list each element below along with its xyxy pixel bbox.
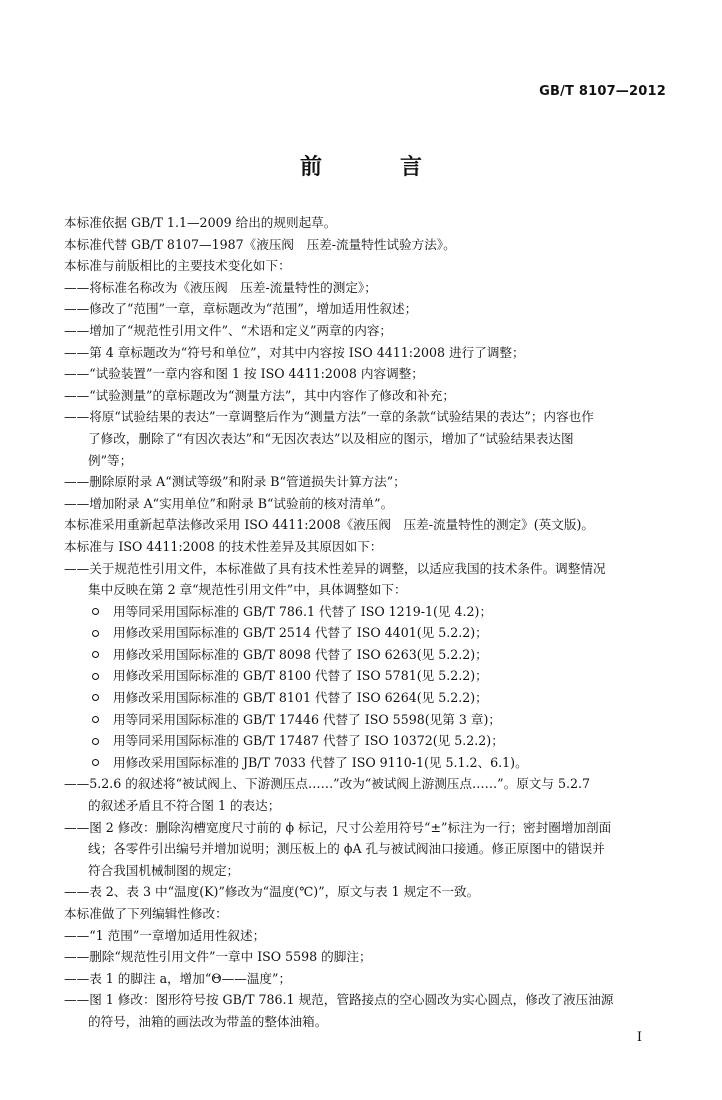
list-item-reference <box>64 709 664 731</box>
list-item-reference <box>64 644 664 666</box>
list-item-change: ——增加附录 A“实用单位”和附录 B“试验前的核对清单”。 <box>64 495 394 511</box>
list-item-change: ——将原“试验结果的表达”一章调整后作为“测量方法”一章的条款“试验结果的表达”；内容也作 <box>64 409 594 425</box>
standard-number: GB/T 8107—2012 <box>539 84 666 99</box>
list-item-editorial: ——表 1 的脚注 a，增加“Θ——温度”； <box>64 970 292 986</box>
list-item-difference: ——5.2.6 的叙述将“被试阀上、下游测压点……”改为“被试阀上游测压点……”。原文与 5.2.7 <box>64 776 591 792</box>
list-item-editorial: ——删除“规范性引用文件”一章中 ISO 5598 的脚注； <box>64 949 372 965</box>
reference-text: 用修改采用国际标准的 GB/T 8101 代替了 ISO 6264(见 5.2.2)； <box>113 690 488 706</box>
list-item-difference: ——表 2、表 3 中“温度(K)”修改为“温度(℃)”，原文与表 1 规定不一致。 <box>64 884 480 900</box>
reference-text: 用等同采用国际标准的 GB/T 17446 代替了 ISO 5598(见第 3 章)； <box>113 711 501 727</box>
bullet-circle-icon <box>92 716 99 723</box>
bullet-circle-icon <box>92 694 99 701</box>
list-item-editorial: ——“1 范围”一章增加适用性叙述； <box>64 927 266 943</box>
reference-text: 用修改采用国际标准的 GB/T 8100 代替了 ISO 5781(见 5.2.2)； <box>113 668 488 684</box>
list-item-change: ——“试验测量”的章标题改为“测量方法”，其中内容作了修改和补充； <box>64 387 455 403</box>
list-item-change: ——“试验装置”一章内容和图 1 按 ISO 4411:2008 内容调整； <box>64 366 424 382</box>
bullet-circle-icon <box>92 630 99 637</box>
page-title: 前 言 <box>299 154 450 180</box>
paragraph-drafting-rules: 本标准依据 GB/T 1.1—2009 给出的规则起草。 <box>64 215 337 230</box>
list-item-change: ——第 4 章标题改为“符号和单位”，对其中内容按 ISO 4411:2008 进行了调整； <box>64 344 525 360</box>
list-item-change: ——删除原附录 A“测试等级”和附录 B“管道损失计算方法”； <box>64 474 406 490</box>
bullet-circle-icon <box>92 608 99 615</box>
list-item-continuation: 的符号，油箱的画法改为带盖的整体油箱。 <box>88 1013 328 1029</box>
bullet-circle-icon <box>92 759 99 766</box>
list-item-continuation: 集中反映在第 2 章“规范性引用文件”中，具体调整如下： <box>88 582 407 598</box>
bullet-circle-icon <box>92 738 99 745</box>
list-item-reference <box>64 601 664 623</box>
list-item-change: ——将标准名称改为《液压阀 压差-流量特性的测定》； <box>64 279 377 295</box>
paragraph-changes-intro: 本标准与前版相比的主要技术变化如下： <box>64 258 291 274</box>
list-item-editorial: ——图 1 修改：图形符号按 GB/T 786.1 规范，管路接点的空心圆改为实心圆点，修改了液压油源 <box>64 992 614 1008</box>
reference-text: 用修改采用国际标准的 GB/T 2514 代替了 ISO 4401(见 5.2.2)； <box>113 625 488 641</box>
list-item-reference <box>64 687 664 709</box>
list-item-continuation: 的叙述矛盾且不符合图 1 的表达； <box>88 798 281 814</box>
list-item-change: ——增加了“规范性引用文件”、“术语和定义”两章的内容； <box>64 322 393 338</box>
bullet-circle-icon <box>92 673 99 680</box>
list-item-reference <box>64 752 664 774</box>
list-item-continuation: 了修改，删除了“有因次表达”和“无因次表达”以及相应的图示，增加了“试验结果表达图 <box>88 430 574 446</box>
reference-text: 用等同采用国际标准的 GB/T 786.1 代替了 ISO 1219-1(见 4.2)； <box>113 603 493 619</box>
reference-text: 用等同采用国际标准的 GB/T 17487 代替了 ISO 10372(见 5.2.2)； <box>113 733 504 749</box>
list-item-continuation: 例”等； <box>88 452 133 468</box>
list-item-reference <box>64 622 664 644</box>
paragraph-differences-intro: 本标准与 ISO 4411:2008 的技术性差异及其原因如下： <box>64 538 383 554</box>
list-item-change: ——修改了“范围”一章，章标题改为“范围”，增加适用性叙述； <box>64 301 418 317</box>
reference-text: 用修改采用国际标准的 JB/T 7033 代替了 ISO 9110-1(见 5.1.2、6.1)。 <box>113 754 528 770</box>
paragraph-editorial-intro: 本标准做了下列编辑性修改： <box>64 906 228 921</box>
paragraph-replaces: 本标准代替 GB/T 8107—1987《液压阀 压差-流量特性试验方法》。 <box>64 236 456 252</box>
list-item-continuation: 线；各零件引出编号并增加说明；测压板上的 ϕA 孔与被试阀油口接通。修正原图中的错误并 <box>88 841 605 857</box>
paragraph-adoption: 本标准采用重新起草法修改采用 ISO 4411:2008《液压阀 压差-流量特性的测定》(英文版)。 <box>64 517 594 533</box>
bullet-circle-icon <box>92 651 99 658</box>
list-item-continuation: 符合我国机械制图的规定； <box>88 862 240 878</box>
list-item-difference: ——图 2 修改：删除沟槽宽度尺寸前的 ϕ 标记，尺寸公差用符号“±”标注为一行；密封圈增加剖面 <box>64 819 612 835</box>
page-number: I <box>636 1030 642 1045</box>
reference-text: 用修改采用国际标准的 GB/T 8098 代替了 ISO 6263(见 5.2.2)； <box>113 646 488 662</box>
foreword-body <box>64 212 664 1033</box>
list-item-reference <box>64 665 664 687</box>
list-item-difference: ——关于规范性引用文件，本标准做了具有技术性差异的调整，以适应我国的技术条件。调整情况 <box>64 560 606 576</box>
list-item-reference <box>64 730 664 752</box>
